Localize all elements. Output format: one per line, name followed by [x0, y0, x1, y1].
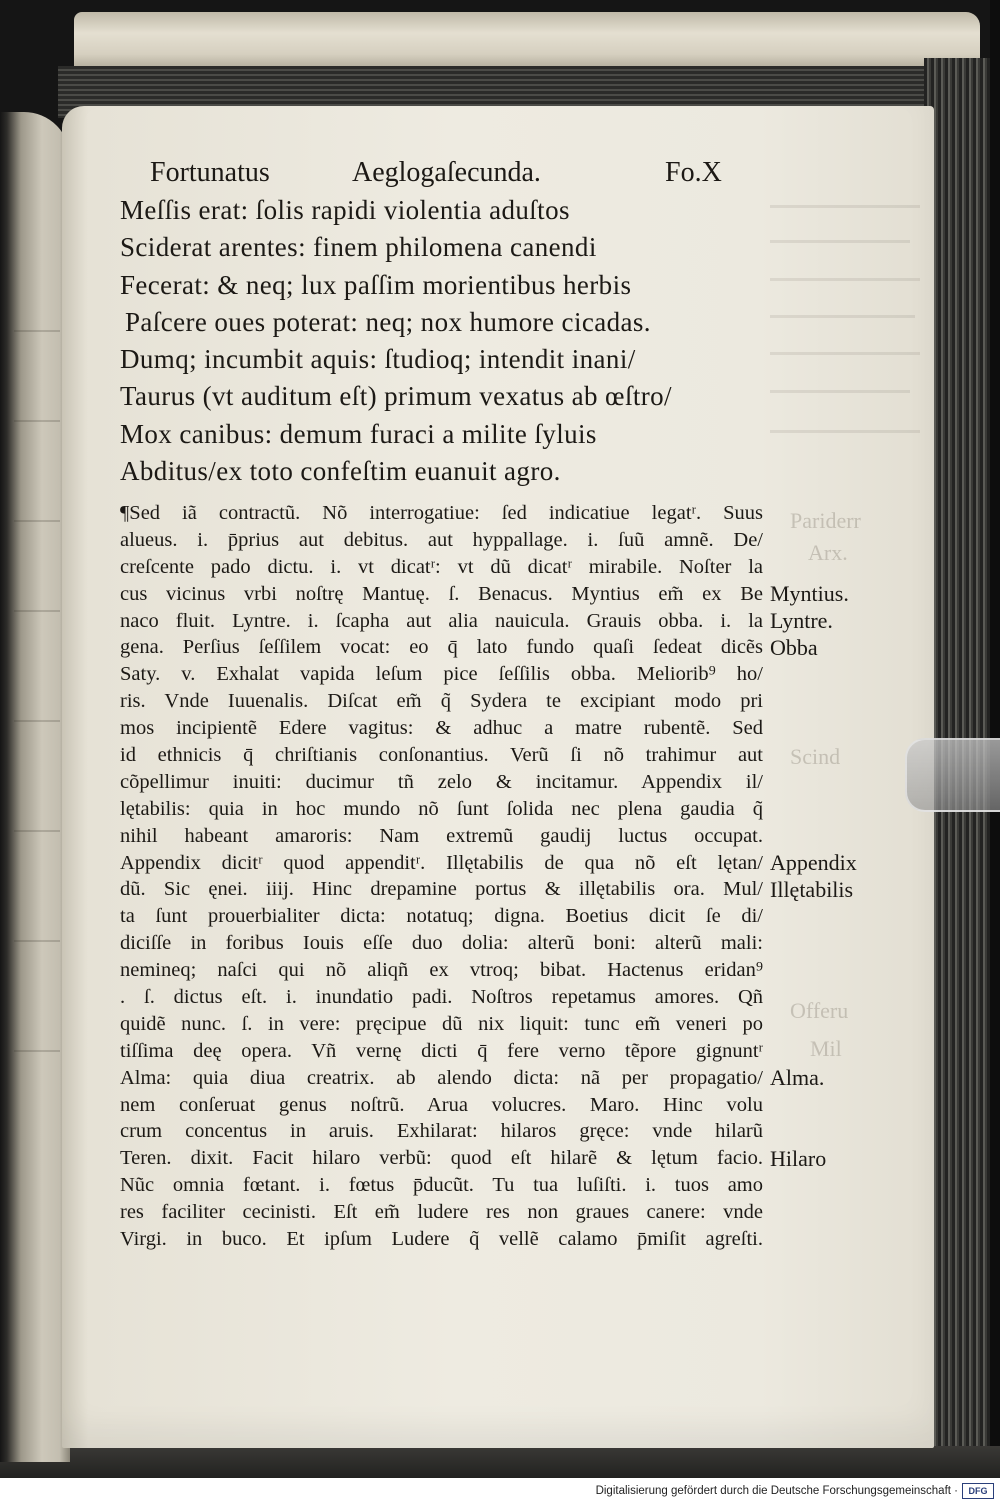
- commentary-line: cõpellimur inuiti: ducimur tñ zelo & incitamur. Appendix il/: [120, 770, 763, 793]
- book-top-edge: [74, 12, 980, 72]
- commentary-line: quidẽ nunc. ſ. in vere: pręcipue dũ nix liquit: tunc em̃ veneri po: [120, 1012, 763, 1035]
- commentary-line: alueus. i. p̄prius aut debitus. aut hyppallage. i. ſuũ amnẽ. De/: [120, 528, 763, 551]
- commentary-block: [120, 500, 763, 1253]
- facing-page-text-line: [14, 830, 60, 832]
- commentary-line: cus vicinus vrbi noſtrę Mantuę. ſ. Benacus. Myntius em̃ ex Be: [120, 582, 763, 605]
- marginal-note: Alma.: [770, 1064, 825, 1090]
- folio-number: Fo.X: [665, 157, 722, 188]
- facing-page-text-line: [14, 720, 60, 722]
- commentary-line: tiſſima deę opera. Vñ vernę dicti q̄ fere verno tẽpore gignuntʳ: [120, 1039, 763, 1062]
- dfg-logo: DFG: [962, 1483, 994, 1499]
- commentary-line: res faciliter cecinisti. Eſt em̃ ludere res non graues canere: vnde: [120, 1201, 763, 1224]
- marginal-note: Hilaro: [770, 1145, 827, 1171]
- marginal-note: Myntius.: [770, 580, 849, 606]
- commentary-line: creſcente pado dictu. i. vt dicatʳ: vt dũ dicatʳ mirabile. Noſter la: [120, 555, 763, 578]
- commentary-line: dũ. Sic ęnei. iiij. Hinc drepamine portus & illętabilis ora. Mul/: [120, 878, 763, 901]
- book-bottom-edge: [0, 1446, 1000, 1478]
- commentary-line: Alma: quia diua creatrix. ab alendo dicta: nã per propagatio/: [120, 1066, 763, 1089]
- verse-line: Fecerat: & neq; lux paſſim morientibus herbis: [120, 269, 632, 300]
- commentary-line: Nũc omnia fœtant. i. fœtus p̄ducũt. Tu tua luſiſti. i. tuos amo: [120, 1174, 763, 1197]
- commentary-line: nem conſeruat genus noſtrũ. Arua volucres. Maro. Hinc volu: [120, 1093, 763, 1116]
- commentary-line: lętabilis: quia in hoc mundo nõ ſunt ſolida nec plena gaudia q̃: [120, 797, 763, 820]
- facing-page-text-line: [14, 610, 60, 612]
- marginal-note: Obba: [770, 634, 818, 660]
- facing-page-text-line: [14, 1050, 60, 1052]
- commentary-line: gena. Perſius ſeſſilem vocat: eo q̄ lato fundo quaſi ſedeat dicẽs: [120, 636, 763, 659]
- commentary-line: id ethnicis q̄ chriſtianis conſonantius. Verũ ſi nõ trahimur aut: [120, 744, 763, 767]
- commentary-line: ris. Vnde Iuuenalis. Diſcat em̃ q̃ Sydera te excipiant modo pri: [120, 690, 763, 713]
- show-through-word: Arx.: [808, 540, 848, 565]
- facing-page-text-line: [14, 520, 60, 522]
- verse-line: Dumq; incumbit aquis: ſtudioq; intendit inani/: [120, 344, 636, 375]
- running-title: Fortunatus: [150, 157, 270, 188]
- marginal-note: Appendix: [770, 849, 857, 875]
- facing-page-text-line: [14, 940, 60, 942]
- show-through-line: [770, 390, 910, 393]
- commentary-line: Teren. dixit. Facit hilaro verbũ: quod eſt hilarẽ & lętum facio.: [120, 1147, 763, 1170]
- show-through-word: Pariderr: [790, 508, 861, 533]
- verse-block: [120, 192, 760, 490]
- show-through-line: [770, 430, 920, 433]
- show-through-line: [770, 315, 915, 318]
- marginal-note: Lyntre.: [770, 607, 833, 633]
- verse-line: Sciderat arentes: finem philomena canendi: [120, 232, 597, 263]
- commentary-line: diciſſe in foribus Iouis eſſe duo dolia: alterũ boni: alterũ mali:: [120, 932, 763, 955]
- verse-line: Abditus/ex toto confeſtim euanuit agro.: [120, 456, 561, 487]
- show-through-word: Mil: [810, 1036, 842, 1061]
- verse-line: Taurus (vt auditum eſt) primum vexatus ab œſtro/: [120, 381, 672, 412]
- show-through-line: [770, 205, 920, 208]
- commentary-line: Appendix dicitʳ quod appenditʳ. Illętabilis de qua nõ eſt lętan/: [120, 851, 763, 874]
- commentary-line: Saty. v. Exhalat vapida leſum pice ſeſſilis obba. Meliorib⁹ ho/: [120, 663, 763, 686]
- commentary-line: ¶Sed iã contractũ. Nõ interrogatiue: ſed indicatiue legatʳ. Suus: [120, 502, 763, 524]
- commentary-line: nihil habeant amaroris: Nam extremũ gaudij luctus occupat.: [120, 824, 763, 847]
- facing-page-curl: [0, 112, 70, 1462]
- section-title: Aeglogaſecunda.: [352, 157, 541, 188]
- verse-line: Mox canibus: demum furaci a milite ſyluis: [120, 418, 597, 449]
- show-through-line: [770, 352, 920, 355]
- show-through-word: Scind: [790, 744, 841, 769]
- verse-line: Paſcere oues poterat: neq; nox humore cicadas.: [125, 306, 651, 337]
- show-through-line: [770, 278, 920, 281]
- commentary-line: naco fluit. Lyntre. i. ſcapha aut alia nauicula. Grauis obba. i. la: [120, 609, 763, 632]
- facing-page-text-line: [14, 420, 60, 422]
- commentary-line: nemineq; naſci qui nõ aliqñ ex vtroq; bibat. Hactenus eridan⁹: [120, 959, 763, 982]
- marginal-note: Illętabilis: [770, 876, 854, 902]
- facing-page-text-line: [14, 330, 60, 332]
- verse-line: Meſſis erat: ſolis rapidi violentia aduſtos: [120, 195, 570, 225]
- commentary-line: mos incipientẽ Edere vagitus: & adhuc a matre rubentẽ. Sed: [120, 717, 763, 740]
- funding-credit: Digitalisierung gefördert durch die Deutsche Forschungsgemeinschaft ·: [595, 1485, 958, 1497]
- show-through-word: Offeru: [790, 998, 849, 1023]
- commentary-line: . ſ. dictus eſt. i. inundatio padi. Noſtros repetamus amores. Qñ: [120, 986, 763, 1009]
- commentary-line: crum concentus in aruis. Exhilarat: hilaros gręce: vnde hilarũ: [120, 1120, 763, 1143]
- commentary-line: Virgi. in buco. Et ipſum Ludere q̃ vellẽ calamo p̄miſit agreſti.: [120, 1228, 763, 1251]
- commentary-line: ta ſunt prouerbialiter dicta: notatuq; digna. Boetius dicit ſe di/: [120, 905, 763, 928]
- page-holder-clip: [905, 738, 1000, 812]
- show-through-line: [770, 240, 910, 243]
